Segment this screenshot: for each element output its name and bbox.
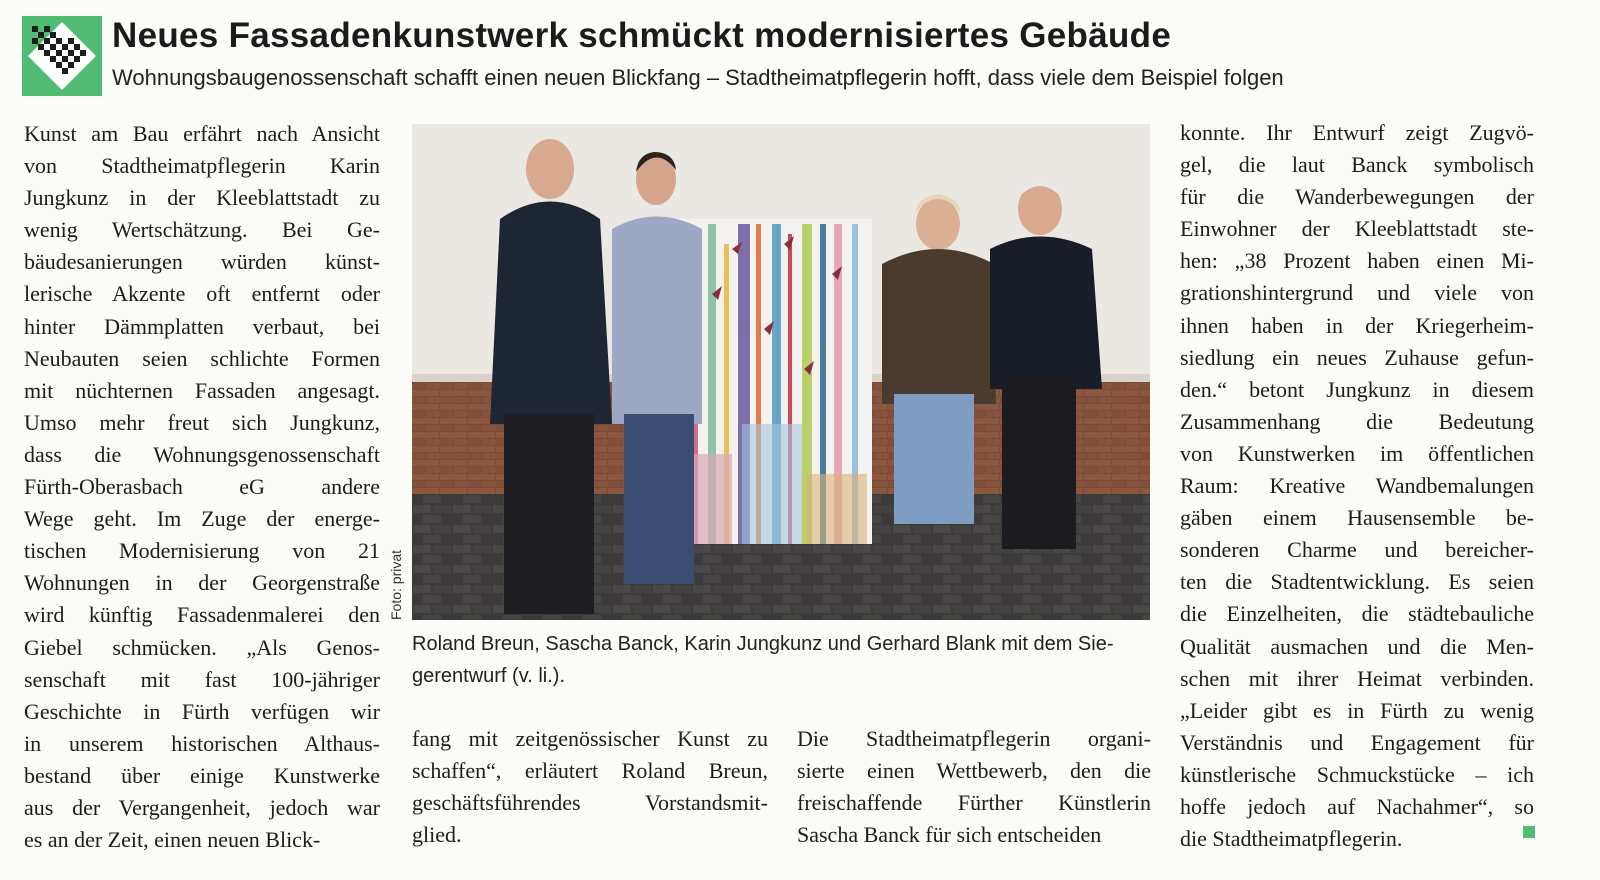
text-line: hen: „38 Prozent haben einen Mi-	[1180, 248, 1534, 274]
text-line: wenig Wertschätzung. Bei Ge-	[24, 217, 380, 243]
text-line: für die Wanderbewegungen der	[1180, 184, 1534, 210]
text-line: Umso mehr freut sich Jungkunz,	[24, 409, 380, 435]
text-line: Kunst am Bau erfährt nach Ansicht	[24, 121, 380, 146]
text-line: sierte einen Wettbewerb, den die	[797, 758, 1151, 784]
group-photo	[412, 124, 1150, 620]
text-line: aus der Vergangenheit, jedoch war	[24, 794, 380, 820]
text-line: Wohnungen in der Georgenstraße	[24, 570, 380, 596]
text-line: von Stadtheimatpflegerin Karin	[24, 153, 380, 179]
text-line: geschäftsführendes Vorstandsmit-	[412, 790, 768, 816]
text-line: den.“ betont Jungkunz in diesem	[1180, 376, 1534, 402]
text-line: Neubauten seien schlichte Formen	[24, 345, 380, 371]
text-line: freischaffende Fürther Künstlerin	[797, 790, 1151, 816]
text-line: tischen Modernisierung von 21	[24, 538, 380, 564]
text-line: gel, die laut Banck symbolisch	[1180, 152, 1534, 178]
end-of-article-mark	[1523, 826, 1535, 838]
text-line: Geschichte in Fürth verfügen wir	[24, 698, 380, 724]
text-line: bäudesanierungen würden künst-	[24, 249, 380, 275]
text-line: von Kunstwerken im öffentlichen	[1180, 440, 1534, 466]
text-line: Raum: Kreative Wandbemalungen	[1180, 473, 1534, 499]
text-line: wird künftig Fassadenmalerei den	[24, 602, 380, 628]
text-line: Wege geht. Im Zuge der energe-	[24, 506, 380, 532]
text-line: ten die Stadtentwicklung. Es seien	[1180, 569, 1534, 595]
text-line: Die Stadtheimatpflegerin organi-	[797, 726, 1151, 751]
green-checkerboard-logo-icon	[22, 16, 102, 96]
text-line: hinter Dämmplatten verbaut, bei	[24, 313, 380, 339]
text-line: hoffe jedoch auf Nachahmer“, so	[1180, 793, 1534, 819]
text-line: grationshintergrund und viele von	[1180, 280, 1534, 306]
text-line: lerische Akzente oft entfernt oder	[24, 281, 380, 307]
text-line: ihnen haben in der Kriegerheim-	[1180, 312, 1534, 338]
caption-line: gerentwurf (v. li.).	[412, 665, 565, 687]
text-column-right	[1180, 117, 1534, 855]
text-line: die Einzelheiten, die städtebauliche	[1180, 601, 1534, 627]
subheadline: Wohnungsbaugenossenschaft schafft einen neuen Blickfang – Stadtheimatpflegerin hofft, dass viele dem Beispiel folgen	[112, 65, 1284, 90]
text-line: gäben einem Hausensemble be-	[1180, 505, 1534, 531]
text-line: schaffen“, erläutert Roland Breun,	[412, 758, 768, 784]
headline: Neues Fassadenkunstwerk schmückt modernisiertes Gebäude	[112, 16, 1172, 55]
text-line: Einwohner der Kleeblattstadt ste-	[1180, 216, 1534, 242]
text-line: sonderen Charme und bereicher-	[1180, 537, 1534, 563]
text-line: Giebel schmücken. „Als Genos-	[24, 634, 380, 660]
text-column-middle-b	[797, 723, 1151, 851]
text-line: Verständnis und Engagement für	[1180, 729, 1534, 755]
photo-credit: Foto: privat	[388, 549, 404, 620]
text-column-left	[24, 118, 380, 856]
photo-caption	[412, 628, 1152, 692]
text-line: konnte. Ihr Entwurf zeigt Zugvö-	[1180, 120, 1534, 145]
text-line: senschaft mit fast 100-jähriger	[24, 666, 380, 692]
text-line: mit nüchternen Fassaden angesagt.	[24, 377, 380, 403]
text-line: bestand über einige Kunstwerke	[24, 762, 380, 788]
text-line: die Stadtheimatpflegerin.	[1180, 826, 1403, 852]
text-line: schen mit ihrer Heimat verbinden.	[1180, 665, 1534, 691]
text-line: in unserem historischen Althaus-	[24, 730, 380, 756]
text-line: künstlerische Schmuckstücke – ich	[1180, 761, 1534, 787]
text-line: glied.	[412, 822, 462, 848]
text-line: Qualität ausmachen und die Men-	[1180, 633, 1534, 659]
text-line: Jungkunz in der Kleeblattstadt zu	[24, 185, 380, 211]
text-line: siedlung ein neues Zuhause gefun-	[1180, 344, 1534, 370]
text-line: „Leider gibt es in Fürth zu wenig	[1180, 697, 1534, 723]
text-column-middle-a	[412, 723, 768, 851]
caption-line: Roland Breun, Sascha Banck, Karin Jungkunz und Gerhard Blank mit dem Sie-	[412, 633, 1114, 655]
text-line: fang mit zeitgenössischer Kunst zu	[412, 726, 768, 751]
text-line: dass die Wohnungsgenossenschaft	[24, 441, 380, 467]
text-line: Sascha Banck für sich entscheiden	[797, 822, 1102, 848]
text-line: Zusammenhang die Bedeutung	[1180, 408, 1534, 434]
text-line: es an der Zeit, einen neuen Blick-	[24, 827, 321, 853]
text-line: Fürth-Oberasbach eG andere	[24, 474, 380, 500]
